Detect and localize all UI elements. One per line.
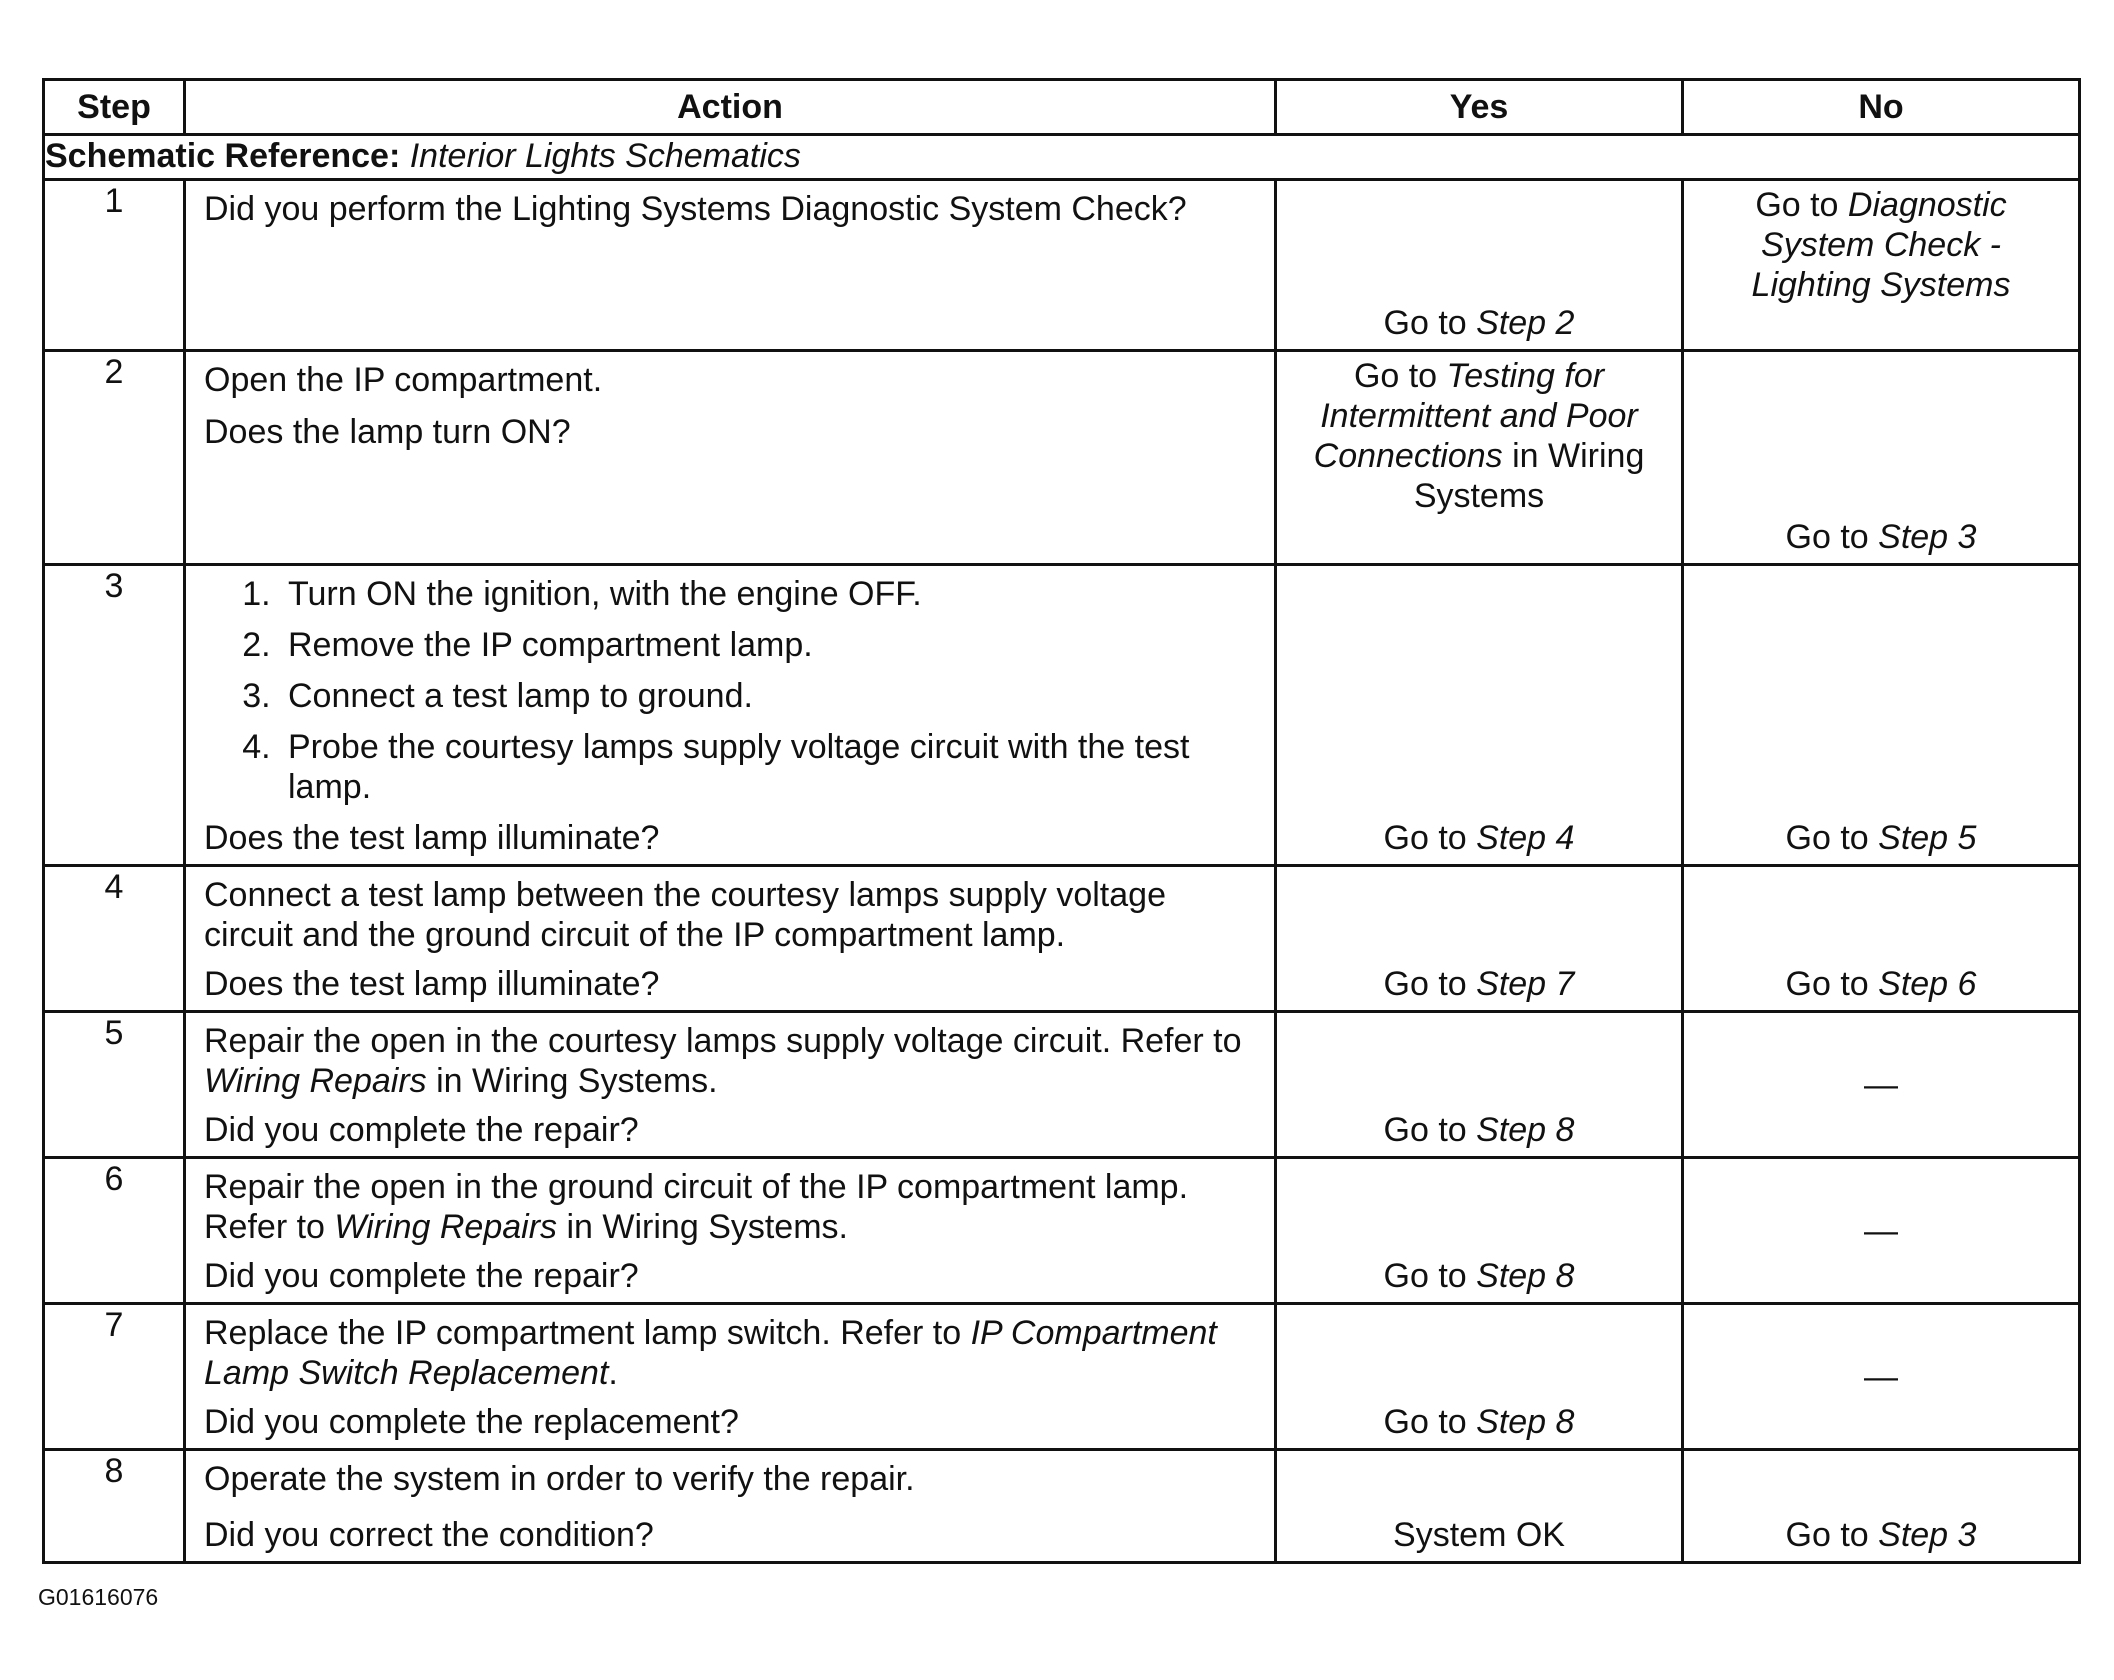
yes-result: System OK (1393, 1516, 1565, 1554)
action-cell (185, 1304, 1276, 1450)
step-number: 2 (44, 351, 185, 565)
schematic-reference (44, 135, 2080, 180)
table-row (44, 351, 2080, 565)
reference-link[interactable]: Diagnostic System Check - Lighting Systems (1751, 186, 2011, 304)
action-cell (185, 351, 1276, 565)
yes-result: Go to Step 4 (1383, 819, 1575, 857)
no-result: — (1864, 1065, 1898, 1104)
yes-cell (1276, 1304, 1683, 1450)
no-cell (1683, 1012, 2080, 1158)
no-result: — (1864, 1211, 1898, 1250)
table-row (44, 565, 2080, 866)
action-text: Operate the system in order to verify the repair. (204, 1460, 915, 1498)
figure-id: G01616076 (38, 1584, 159, 1610)
yes-result: Go to Step 7 (1383, 965, 1575, 1003)
step-link[interactable]: Step 3 (1878, 518, 1977, 556)
list-item: 2. Remove the IP compartment lamp. (280, 625, 1256, 665)
action-question: Did you correct the condition? (204, 1516, 654, 1554)
action-cell (185, 1450, 1276, 1563)
no-cell (1683, 351, 2080, 565)
list-item: 3. Connect a test lamp to ground. (280, 676, 1256, 716)
header-action: Action (185, 80, 1276, 135)
action-text: Repair the open in the courtesy lamps supply voltage circuit. Refer to Wiring Repairs in Wiring Systems. (204, 1022, 1242, 1100)
header-step: Step (44, 80, 185, 135)
header-row (44, 80, 2080, 135)
action-text: Open the IP compartment. (204, 361, 603, 399)
no-cell (1683, 1450, 2080, 1563)
no-result: Go to Step 6 (1785, 965, 1977, 1003)
reference-link[interactable]: Testing for Intermittent and Poor Connections (1313, 357, 1638, 475)
no-result: — (1864, 1357, 1898, 1396)
yes-cell (1276, 565, 1683, 866)
step-link[interactable]: Step 5 (1878, 819, 1977, 857)
list-item: 4. Probe the courtesy lamps supply voltage circuit with the test lamp. (280, 727, 1256, 807)
yes-result: Go to Step 8 (1383, 1257, 1575, 1295)
step-number: 8 (44, 1450, 185, 1563)
action-cell (185, 565, 1276, 866)
table-row (44, 1304, 2080, 1450)
step-number: 3 (44, 565, 185, 866)
action-cell (185, 1012, 1276, 1158)
yes-cell (1276, 866, 1683, 1012)
yes-cell (1276, 1158, 1683, 1304)
step-link[interactable]: Step 3 (1878, 1516, 1977, 1554)
table-row (44, 180, 2080, 351)
yes-cell (1276, 351, 1683, 565)
no-cell (1683, 1158, 2080, 1304)
step-number: 6 (44, 1158, 185, 1304)
step-link[interactable]: Step 7 (1476, 965, 1575, 1003)
action-question: Did you complete the replacement? (204, 1403, 739, 1441)
no-cell (1683, 180, 2080, 351)
action-question: Does the test lamp illuminate? (204, 965, 660, 1003)
table-row (44, 866, 2080, 1012)
step-number: 4 (44, 866, 185, 1012)
step-number: 1 (44, 180, 185, 351)
no-cell (1683, 866, 2080, 1012)
step-number: 5 (44, 1012, 185, 1158)
table-row (44, 1450, 2080, 1563)
list-item: 1. Turn ON the ignition, with the engine OFF. (280, 574, 1256, 614)
yes-cell (1276, 1012, 1683, 1158)
action-text: Repair the open in the ground circuit of the IP compartment lamp. Refer to Wiring Repairs in Wiring Systems. (204, 1168, 1189, 1246)
step-link[interactable]: Step 8 (1476, 1257, 1575, 1295)
schematic-ref-link[interactable]: Interior Lights Schematics (409, 137, 801, 175)
step-link[interactable]: Step 4 (1476, 819, 1575, 857)
diagnostic-table (42, 78, 2081, 1564)
no-result: Go to Step 5 (1785, 819, 1977, 857)
yes-result: Go to Step 8 (1383, 1403, 1575, 1441)
no-cell (1683, 565, 2080, 866)
action-question: Does the test lamp illuminate? (204, 819, 660, 857)
reference-link[interactable]: Wiring Repairs (204, 1062, 427, 1100)
schematic-row (44, 135, 2080, 180)
step-link[interactable]: Step 8 (1476, 1403, 1575, 1441)
no-cell (1683, 1304, 2080, 1450)
no-result: Go to Step 3 (1785, 518, 1977, 556)
step-number: 7 (44, 1304, 185, 1450)
no-result: Go to Step 3 (1785, 1516, 1977, 1554)
yes-cell (1276, 1450, 1683, 1563)
action-cell (185, 180, 1276, 351)
yes-cell (1276, 180, 1683, 351)
action-text: Connect a test lamp between the courtesy lamps supply voltage circuit and the ground circuit of the IP compartment lamp. (204, 876, 1166, 954)
yes-result: Go to Testing for Intermittent and Poor Connections in Wiring Systems (1313, 357, 1645, 515)
action-question: Does the lamp turn ON? (204, 413, 571, 451)
action-text: Replace the IP compartment lamp switch. Refer to IP Compartment Lamp Switch Replacement. (204, 1314, 1217, 1392)
step-link[interactable]: Step 8 (1476, 1111, 1575, 1149)
header-yes: Yes (1276, 80, 1683, 135)
no-result: Go to Diagnostic System Check - Lighting Systems (1751, 186, 2011, 304)
step-link[interactable]: Step 6 (1878, 965, 1977, 1003)
reference-link[interactable]: IP Compartment Lamp Switch Replacement (204, 1314, 1217, 1392)
yes-result: Go to Step 2 (1383, 304, 1575, 342)
schematic-label: Schematic Reference: (45, 137, 401, 175)
header-no: No (1683, 80, 2080, 135)
action-cell (185, 1158, 1276, 1304)
step-link[interactable]: Step 2 (1476, 304, 1575, 342)
action-cell (185, 866, 1276, 1012)
reference-link[interactable]: Wiring Repairs (334, 1208, 558, 1246)
table-row (44, 1012, 2080, 1158)
action-text: Did you perform the Lighting Systems Diagnostic System Check? (204, 190, 1187, 228)
action-question: Did you complete the repair? (204, 1111, 639, 1149)
action-list (204, 574, 1256, 818)
yes-result: Go to Step 8 (1383, 1111, 1575, 1149)
action-question: Did you complete the repair? (204, 1257, 639, 1295)
table-row (44, 1158, 2080, 1304)
